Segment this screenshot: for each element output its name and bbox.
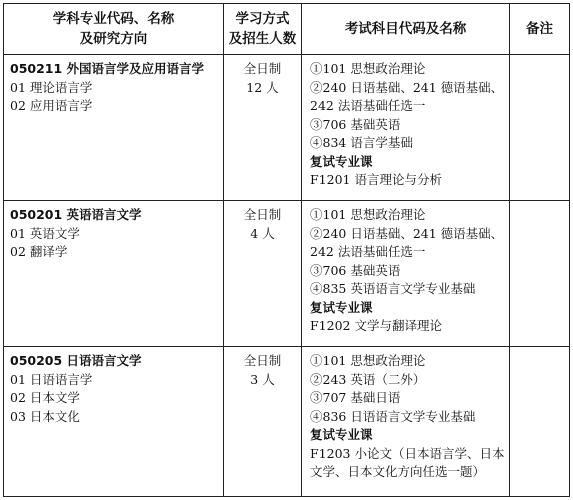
quota: 4 人 xyxy=(250,225,275,241)
remarks-cell xyxy=(510,347,570,497)
study-mode-cell xyxy=(224,201,302,347)
exam-item: ③706 基础英语 xyxy=(310,262,401,278)
major-name: 050201 英语语言文学 xyxy=(10,207,142,222)
retest-label: 复试专业课 xyxy=(310,153,373,169)
exam-subjects-cell xyxy=(302,201,510,347)
exam-subjects-cell xyxy=(302,55,510,201)
admissions-table xyxy=(3,3,570,497)
table-row xyxy=(4,347,570,497)
table-row xyxy=(4,55,570,201)
exam-subjects-cell xyxy=(302,347,510,497)
header-row xyxy=(4,4,570,55)
header-exam-subjects xyxy=(302,4,510,55)
header-discipline xyxy=(4,4,224,55)
direction-item: 01 英语文学 xyxy=(10,225,80,241)
direction-item: 01 日语语言学 xyxy=(10,371,93,387)
direction-item: 03 日本文化 xyxy=(10,408,80,424)
retest-course: F1203 小论文（日本语言学、日本文学、日本文化方向任选一题） xyxy=(310,445,505,479)
study-mode: 全日制 xyxy=(243,61,282,76)
retest-label: 复试专业课 xyxy=(310,299,373,315)
discipline-cell xyxy=(4,347,224,497)
exam-item: ④834 语言学基础 xyxy=(310,135,413,150)
exam-item: ②240 日语基础、241 德语基础、242 法语基础任选一 xyxy=(310,79,504,113)
exam-item: ①101 思想政治理论 xyxy=(310,207,426,222)
retest-label: 复试专业课 xyxy=(310,427,373,442)
table-row xyxy=(4,201,570,347)
exam-item: ③706 基础英语 xyxy=(310,116,401,132)
header-study-mode xyxy=(224,4,302,55)
direction-item: 02 应用语言学 xyxy=(10,98,93,113)
remarks-cell xyxy=(510,201,570,347)
major-name: 050205 日语语言文学 xyxy=(10,353,142,368)
header-study-mode-label: 学习方式 及招生人数 xyxy=(228,11,297,47)
study-mode-cell xyxy=(224,55,302,201)
direction-item: 02 日本文学 xyxy=(10,390,80,405)
study-mode: 全日制 xyxy=(243,207,282,222)
exam-item: ④836 日语语言文学专业基础 xyxy=(310,408,476,424)
direction-item: 02 翻译学 xyxy=(10,244,68,259)
quota: 3 人 xyxy=(250,371,275,387)
discipline-cell xyxy=(4,55,224,201)
exam-item: ①101 思想政治理论 xyxy=(310,353,426,368)
retest-course: F1201 语言理论与分析 xyxy=(310,172,442,187)
remarks-cell xyxy=(510,55,570,201)
direction-item: 01 理论语言学 xyxy=(10,79,93,95)
header-remarks-label: 备注 xyxy=(526,21,553,37)
header-discipline-label: 学科专业代码、名称 及研究方向 xyxy=(52,11,175,47)
study-mode-cell xyxy=(224,347,302,497)
retest-course: F1202 文学与翻译理论 xyxy=(310,318,442,333)
study-mode: 全日制 xyxy=(243,353,282,368)
discipline-cell xyxy=(4,201,224,347)
exam-item: ④835 英语语言文学专业基础 xyxy=(310,281,476,296)
header-exam-subjects-label: 考试科目代码及名称 xyxy=(344,21,467,37)
exam-item: ①101 思想政治理论 xyxy=(310,61,426,76)
header-remarks xyxy=(510,4,570,55)
quota: 12 人 xyxy=(246,79,279,95)
major-name: 050211 外国语言学及应用语言学 xyxy=(10,61,205,76)
exam-item: ②243 英语（二外） xyxy=(310,371,426,387)
exam-item: ③707 基础日语 xyxy=(310,390,401,405)
exam-item: ②240 日语基础、241 德语基础、242 法语基础任选一 xyxy=(310,225,504,259)
